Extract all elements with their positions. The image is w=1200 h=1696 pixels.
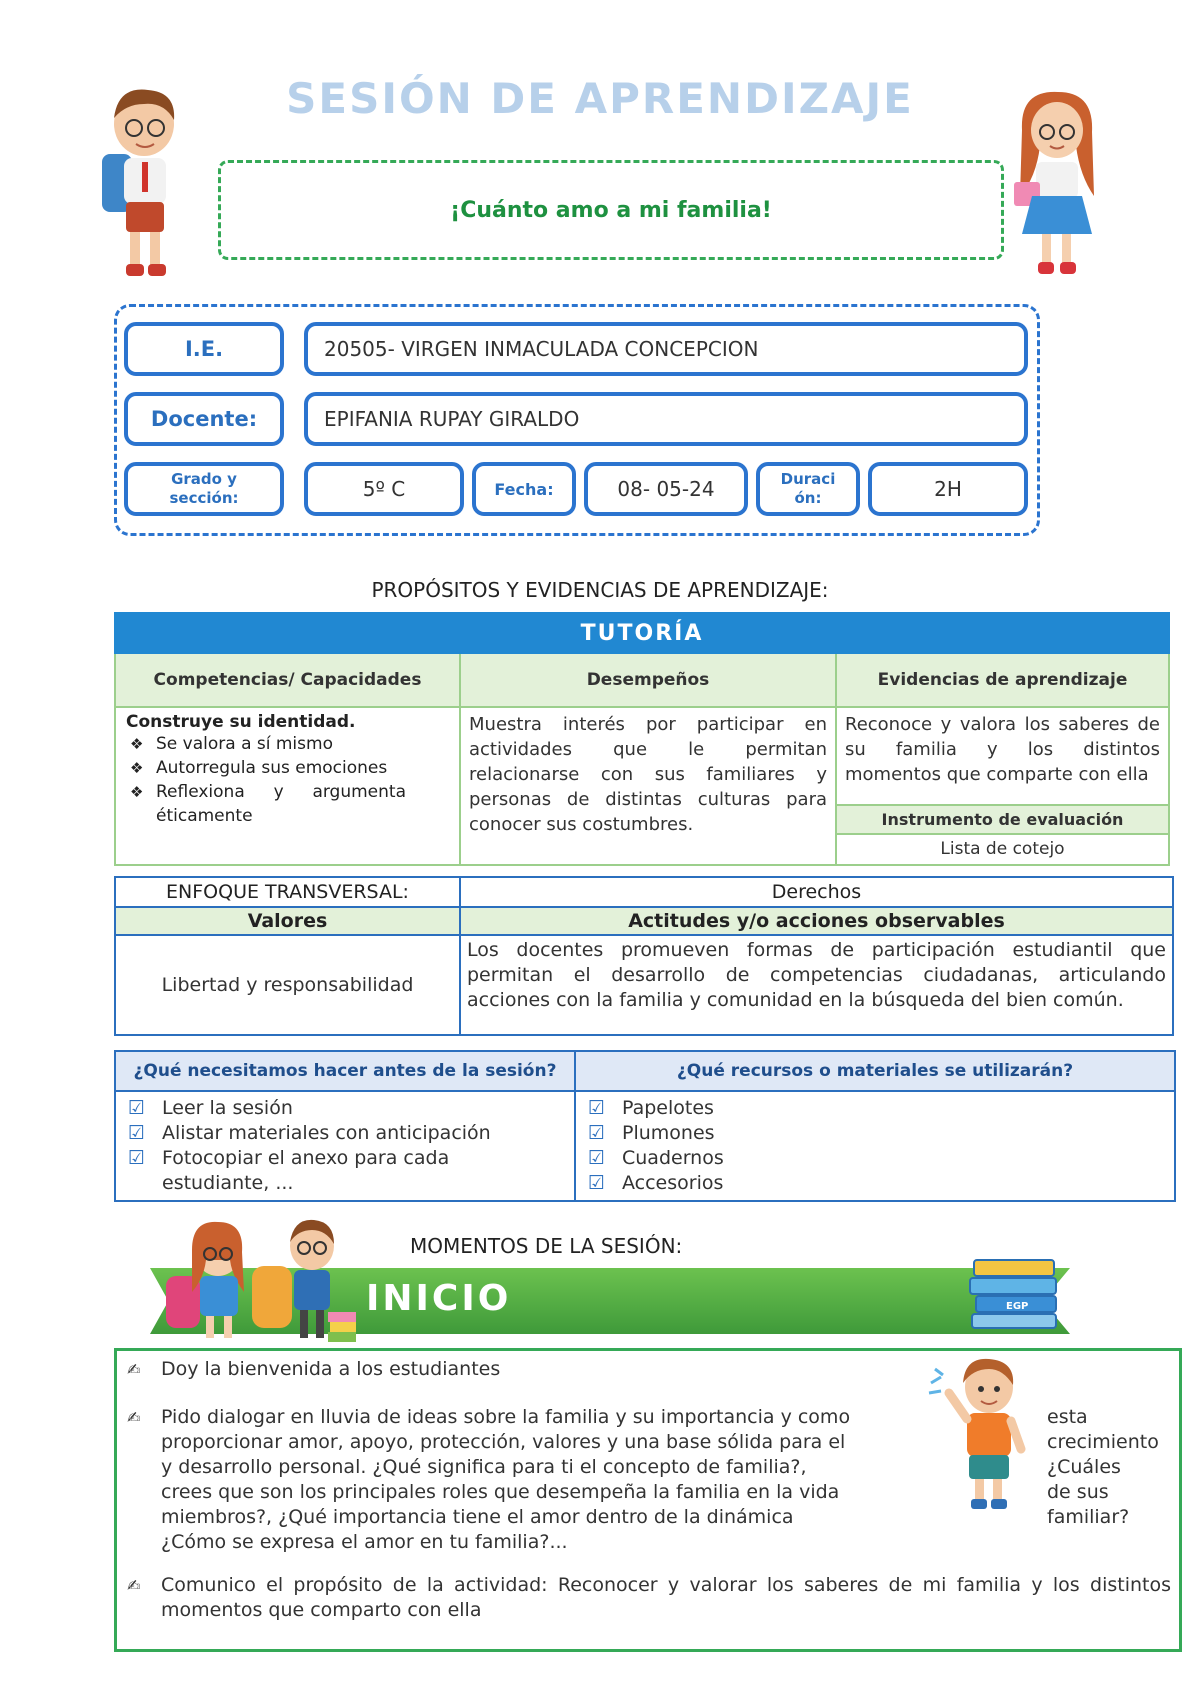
list-item: ☑ Alistar materiales con anticipación bbox=[126, 1121, 564, 1146]
grado-label: Grado y sección: bbox=[124, 462, 284, 516]
col-valores: Valores bbox=[115, 907, 460, 935]
inicio-box bbox=[114, 1348, 1182, 1652]
inicio-item-3: ✍ Comunico el propósito de la actividad: Reconocer y valorar los saberes de mi familia y los distintos momentos que comparto con ella bbox=[127, 1574, 1171, 1621]
fecha-value: 08- 05-24 bbox=[584, 462, 748, 516]
inicio-item-2-continuation: esta crecimiento ¿Cuáles de sus familiar? bbox=[1047, 1406, 1159, 1528]
duracion-label: Duraci ón: bbox=[756, 462, 860, 516]
ie-value: 20505- VIRGEN INMACULADA CONCEPCION bbox=[304, 322, 1028, 376]
students-backpacks-illustration bbox=[162, 1216, 358, 1344]
grado-value: 5º C bbox=[304, 462, 464, 516]
evidencia-cell: Reconoce y valora los saberes de su familia y los distintos momentos que comparte con ella Instrumento de evaluación Lista de cotejo bbox=[836, 707, 1169, 865]
desempeno-cell: Muestra interés por participar en actividades que le permitan relacionarse con sus familiares y personas de distintas culturas para conocer sus costumbres. bbox=[460, 707, 836, 865]
books-stack-icon bbox=[966, 1256, 1062, 1332]
enfoque-value: Derechos bbox=[460, 877, 1173, 907]
pen-icon: ✍ bbox=[127, 1408, 141, 1427]
purposes-table bbox=[114, 612, 1170, 866]
capacidades-list bbox=[126, 732, 449, 828]
enfoque-label: ENFOQUE TRANSVERSAL: bbox=[115, 877, 460, 907]
recursos-cell bbox=[575, 1091, 1175, 1201]
col-evidencias: Evidencias de aprendizaje bbox=[836, 653, 1169, 707]
duracion-value: 2H bbox=[868, 462, 1028, 516]
inicio-label: INICIO bbox=[366, 1278, 512, 1319]
waving-boy-illustration bbox=[927, 1353, 1045, 1513]
session-topic: ¡Cuánto amo a mi familia! bbox=[450, 197, 772, 223]
book-label: EGP bbox=[1006, 1301, 1029, 1312]
instrumento-label: Instrumento de evaluación bbox=[837, 804, 1168, 835]
col-actitudes: Actitudes y/o acciones observables bbox=[460, 907, 1173, 935]
fecha-label: Fecha: bbox=[472, 462, 576, 516]
momentos-heading: MOMENTOS DE LA SESIÓN: bbox=[410, 1234, 683, 1258]
col-antes: ¿Qué necesitamos hacer antes de la sesión? bbox=[115, 1051, 575, 1091]
antes-list bbox=[116, 1092, 574, 1200]
session-topic-box bbox=[218, 160, 1004, 260]
list-item: ☑ Plumones bbox=[586, 1121, 1164, 1146]
antes-cell bbox=[115, 1091, 575, 1201]
purposes-heading: PROPÓSITOS Y EVIDENCIAS DE APRENDIZAJE: bbox=[371, 578, 829, 602]
girl-student-illustration bbox=[1006, 86, 1106, 284]
list-item: ❖ Autorregula sus emociones bbox=[126, 756, 449, 780]
pen-icon: ✍ bbox=[127, 1576, 141, 1595]
instrumento-value: Lista de cotejo bbox=[940, 839, 1065, 859]
docente-label: Docente: bbox=[124, 392, 284, 446]
inicio-item-2: ✍ Pido dialogar en lluvia de ideas sobre la familia y su importancia y como proporcionar amor, apoyo, protección, valores y una base sólida para el y desarrollo personal. ¿Qué significa para ti el concepto de familia?, crees que son los principales roles que desempeña la familia en la vida miembros?, ¿Qué importancia tiene el amor dentro de la dinámica ¿Cómo se expresa el amor en tu familia?... bbox=[127, 1406, 851, 1553]
preparation-table bbox=[114, 1050, 1176, 1202]
list-item: ❖ Se valora a sí mismo bbox=[126, 732, 449, 756]
recursos-list bbox=[576, 1092, 1174, 1200]
competencias-cell bbox=[115, 707, 460, 865]
col-recursos: ¿Qué recursos o materiales se utilizarán? bbox=[575, 1051, 1175, 1091]
list-item: ❖ Reflexiona y argumenta éticamente bbox=[126, 780, 406, 828]
docente-value: EPIFANIA RUPAY GIRALDO bbox=[304, 392, 1028, 446]
area-band: TUTORÍA bbox=[115, 613, 1169, 653]
list-item: ☑ Papelotes bbox=[586, 1096, 1164, 1121]
col-desempenos: Desempeños bbox=[460, 653, 836, 707]
list-item: ☑ Cuadernos bbox=[586, 1146, 1164, 1171]
competencia-title: Construye su identidad. bbox=[126, 712, 356, 732]
list-item: ☑ Fotocopiar el anexo para cada estudiante, ... bbox=[126, 1146, 526, 1196]
pen-icon: ✍ bbox=[127, 1360, 141, 1379]
ie-label: I.E. bbox=[124, 322, 284, 376]
inicio-item-1: ✍ Doy la bienvenida a los estudiantes bbox=[127, 1358, 501, 1380]
col-competencias: Competencias/ Capacidades bbox=[115, 653, 460, 707]
list-item: ☑ Leer la sesión bbox=[126, 1096, 564, 1121]
boy-student-illustration bbox=[96, 84, 192, 284]
enfoque-table bbox=[114, 876, 1174, 1036]
page-title: SESIÓN DE APRENDIZAJE bbox=[286, 74, 914, 123]
list-item: ☑ Accesorios bbox=[586, 1171, 1164, 1196]
valor-cell: Libertad y responsabilidad bbox=[115, 935, 460, 1035]
actitud-cell: Los docentes promueven formas de participación estudiantil que permitan el desarrollo de competencias ciudadanas, articulando acciones con la familia y comunidad en la búsqueda del bien común. bbox=[460, 935, 1173, 1035]
